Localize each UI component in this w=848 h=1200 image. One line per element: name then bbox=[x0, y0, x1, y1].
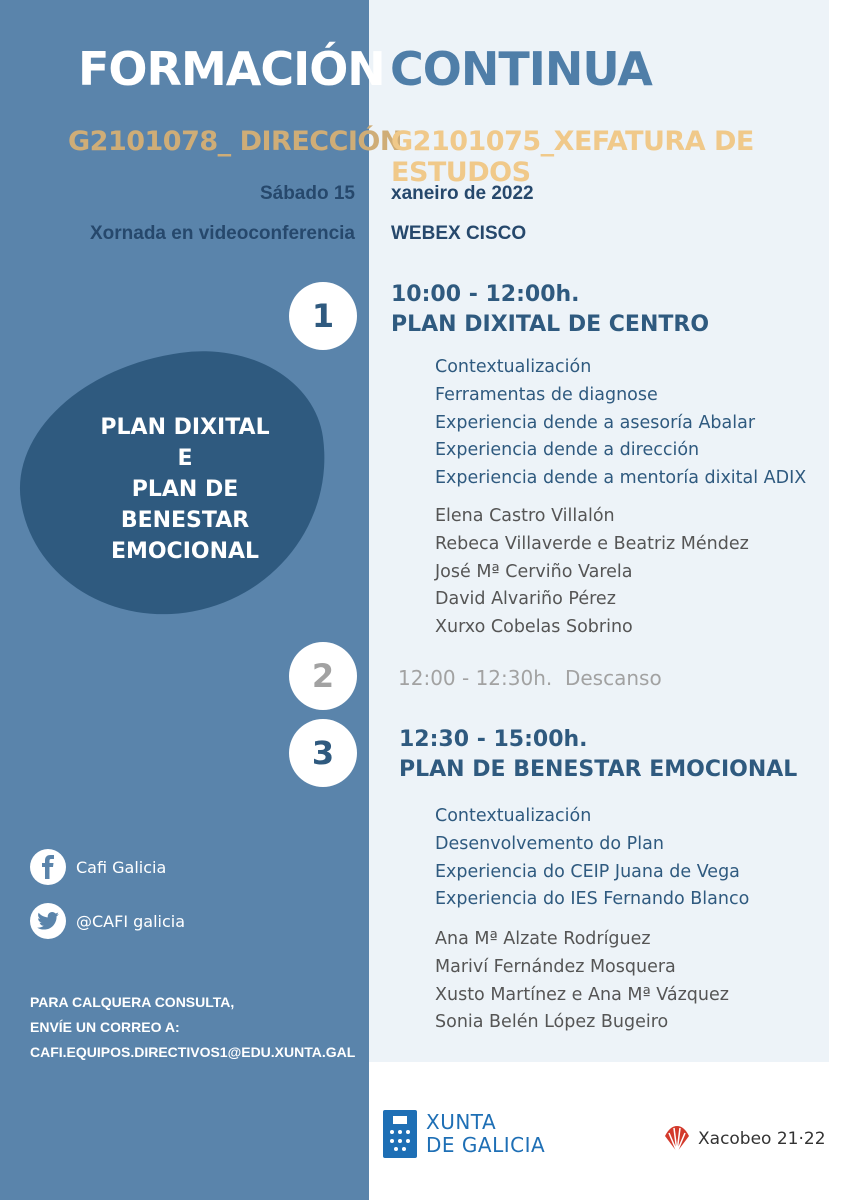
speaker-item: Elena Castro Villalón bbox=[435, 506, 615, 526]
topic-item: Experiencia do IES Fernando Blanco bbox=[435, 889, 750, 910]
break-time: 12:00 - 12:30h. bbox=[398, 666, 553, 690]
session-1-title: PLAN DIXITAL DE CENTRO bbox=[391, 312, 710, 337]
xunta-text bbox=[426, 1111, 545, 1157]
session-number-3: 3 bbox=[289, 719, 357, 787]
blob-line: PLAN DE bbox=[131, 477, 239, 502]
twitter-icon bbox=[30, 903, 66, 939]
facebook-icon bbox=[30, 849, 66, 885]
contact-block bbox=[30, 990, 355, 1065]
speaker-item: Sonia Belén López Bugeiro bbox=[435, 1012, 669, 1033]
xunta-line: DE GALICIA bbox=[426, 1133, 546, 1157]
topic-item: Contextualización bbox=[435, 357, 592, 377]
contact-line: ENVÍE UN CORREO A: bbox=[30, 1019, 180, 1035]
xunta-shield-icon bbox=[383, 1110, 417, 1158]
session-1-topics bbox=[435, 354, 806, 493]
course-code-xefatura: G2101075_XEFATURA DE ESTUDOS bbox=[391, 126, 754, 188]
facebook-link[interactable] bbox=[30, 849, 166, 885]
xunta-line: XUNTA bbox=[426, 1110, 497, 1134]
speaker-item: Xusto Martínez e Ana Mª Vázquez bbox=[435, 984, 729, 1005]
topic-item: Contextualización bbox=[435, 806, 592, 826]
session-number-2: 2 bbox=[289, 642, 357, 710]
blob-line: BENESTAR bbox=[120, 508, 250, 533]
topic-item: Experiencia dende a mentoría dixital ADIX bbox=[435, 468, 807, 489]
platform-label: WEBEX CISCO bbox=[391, 223, 527, 244]
xacobeo-text: Xacobeo 21·22 bbox=[698, 1129, 826, 1149]
speaker-item: Mariví Fernández Mosquera bbox=[435, 956, 676, 977]
session-1-speakers bbox=[435, 503, 749, 642]
title-formacion: FORMACIÓN bbox=[78, 42, 385, 96]
session-3-title: PLAN DE BENESTAR EMOCIONAL bbox=[399, 757, 798, 782]
speaker-item: David Alvariño Pérez bbox=[435, 589, 616, 610]
session-number-1: 1 bbox=[289, 282, 357, 350]
session-3-speakers bbox=[435, 926, 729, 1037]
blob-line: PLAN DIXITAL bbox=[100, 415, 270, 440]
contact-line: PARA CALQUERA CONSULTA, bbox=[30, 994, 235, 1010]
twitter-label: @CAFI galicia bbox=[76, 911, 186, 931]
xunta-logo bbox=[383, 1110, 545, 1158]
scallop-shell-icon bbox=[662, 1124, 692, 1154]
break-label: Descanso bbox=[564, 666, 662, 690]
topic-item: Experiencia do CEIP Juana de Vega bbox=[435, 861, 740, 882]
xacobeo-logo bbox=[662, 1124, 826, 1154]
speaker-item: Xurxo Cobelas Sobrino bbox=[435, 617, 633, 638]
title-continua: CONTINUA bbox=[390, 42, 652, 96]
session-3-time: 12:30 - 15:00h. bbox=[399, 727, 588, 752]
blob-line: EMOCIONAL bbox=[110, 539, 260, 564]
topic-item: Ferramentas de diagnose bbox=[435, 384, 658, 405]
date-day: Sábado 15 bbox=[259, 183, 355, 204]
break-row bbox=[398, 666, 662, 690]
contact-email[interactable]: CAFI.EQUIPOS.DIRECTIVOS1@EDU.XUNTA.GAL bbox=[30, 1044, 356, 1060]
facebook-label: Cafi Galicia bbox=[76, 857, 167, 877]
format-label: Xornada en videoconferencia bbox=[89, 223, 355, 244]
twitter-link[interactable] bbox=[30, 903, 185, 939]
speaker-item: Rebeca Villaverde e Beatriz Méndez bbox=[435, 533, 749, 554]
date-month-year: xaneiro de 2022 bbox=[391, 183, 534, 204]
session-1-time: 10:00 - 12:00h. bbox=[391, 282, 580, 307]
blob-line: E bbox=[177, 446, 193, 471]
topic-item: Experiencia dende a dirección bbox=[435, 440, 700, 461]
topic-item: Experiencia dende a asesoría Abalar bbox=[435, 412, 756, 433]
topic-item: Desenvolvemento do Plan bbox=[435, 833, 664, 854]
topic-blob-text bbox=[60, 412, 310, 567]
course-code-direccion: G2101078_ DIRECCIÓN bbox=[68, 126, 402, 157]
speaker-item: José Mª Cerviño Varela bbox=[435, 561, 633, 582]
session-3-topics bbox=[435, 803, 749, 914]
speaker-item: Ana Mª Alzate Rodríguez bbox=[435, 929, 651, 949]
